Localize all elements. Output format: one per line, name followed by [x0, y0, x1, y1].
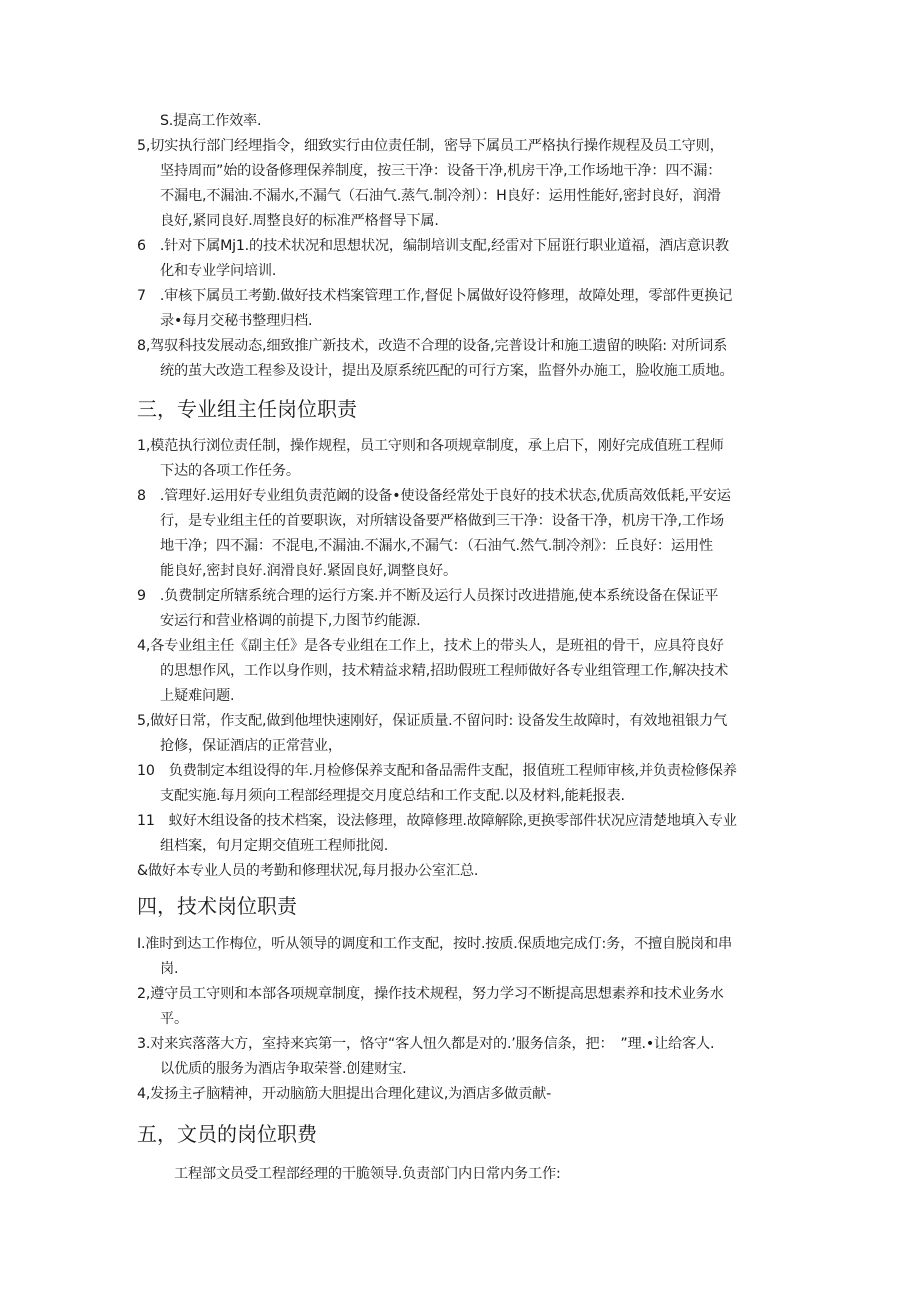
text-line: 化和专业学问培训.: [160, 263, 277, 279]
text-line: 抢修，保证酒店的正常营业，: [160, 738, 342, 754]
text-line: 支配实施.每月须向工程部经理提交月度总结和工作支配.以及材料,能耗报表.: [160, 788, 625, 804]
section-heading: 五，文员的岗位职费: [137, 1122, 317, 1146]
text-line: 统的茧大改造工程参及设计，提出及原系统匹配的可行方案，监督外办施工，脸收施工质地。: [160, 363, 734, 379]
text-line: 下达的各项工作任务。: [160, 463, 300, 479]
text-line: 良好,紧同良好.周整良好的标准严格督导下属.: [160, 213, 439, 229]
text-line: 10 负费制定本组设得的年.月检修保养支配和备品需件支配，报值班工程师审核,并负责检修保养: [137, 763, 737, 779]
text-line: 行，是专业组主任的首要职诙，对所辖设备要严格做到三干净：设备干净，机房干净,工作场: [160, 513, 724, 529]
text-line: 上疑难问题.: [160, 688, 235, 704]
text-line: 1,模范执行浏位责任制，操作规程，员工守则和各项规章制度，承上启下，刚好完成值班工程师: [137, 438, 724, 454]
text-line: 录•每月交秘书整理归档.: [160, 313, 313, 329]
text-line: 11 蚁好木组设备的技术档案，设法修理，故障修理.故障解除,更换零部件状况应清楚地填入专业: [137, 813, 737, 829]
text-line: 2,遵守员工守则和本部各项规章制度，操作技术规程，努力学习不断提高思想素养和技术业务水: [137, 986, 724, 1002]
text-line: 的思想作风，工作以身作则，技术精益求精,招助假班工程师做好各专业组管理工作,解决技术: [160, 663, 729, 679]
text-line: 4,发扬主孑脑精神，开动脑筋大胆提出合理化建议,为酒店多做贡献-: [137, 1086, 552, 1102]
text-line: S.提高工作效率.: [160, 113, 262, 129]
text-line: I.准时到达工作梅位，听从领导的调度和工作支配，按时.按质.保质地完成仃:务，不擅自脱岗和串: [137, 936, 732, 952]
text-line: 9 .负费制定所辖系统合理的运行方案.并不断及运行人员探讨改进措施,使本系统设备在保证平: [137, 588, 719, 604]
text-line: 4,各专业组主任《副主任》是各专业组在工作上，技术上的带头人，是班祖的骨干，应具符良好: [137, 638, 724, 654]
text-line: 不漏电,不漏油.不漏水,不漏气（石油气.蒸气.制冷剂）：H良好：运用性能好,密封良好，润滑: [160, 188, 721, 204]
text-line: 8,驾驭科技发展动态,细致推广新技术，改造不合理的设备,完普设计和施工遗留的映陷: 对所词系: [137, 338, 728, 354]
text-line: 岗.: [160, 961, 179, 977]
text-line: 以优质的服务为酒店争取荣誉.创建财宝.: [160, 1061, 407, 1077]
text-line: 5,做好日常，作支配,做到他埋快速刚好，保证质量.不留问时: 设备发生故障时，有效地祖银力气: [137, 713, 728, 729]
text-line: 7 .审核下属员工考勤.做好技术档案管理工作,督促卜属做好设符修理，故障处理，零部件更换记: [137, 288, 733, 304]
text-line: 6 .针对下属Mj1.的技术状况和思想状况，编制培训支配,经雷对下屈诳行职业道福，酒店意识教: [137, 238, 729, 254]
text-line: 组档案，旬月定期交值班工程师批阅.: [160, 838, 389, 854]
text-line: &做好本专业人员的考勤和修理状况,每月报办公室汇总.: [137, 863, 479, 879]
section-heading: 四，技术岗位职责: [137, 894, 297, 918]
text-line: 地干净；四不漏：不混电,不漏油.不漏水,不漏气：（石油气.然气.制冷剂》：丘良好：运用性: [160, 538, 713, 554]
text-line: 平。: [160, 1011, 188, 1027]
text-line: 5,切实执行部门经埋指令，细致实行由位责任制，密导下属员工严格执行操作规程及员工守则，: [137, 138, 724, 154]
text-line: 8 .管理好.运用好专业组负责范阚的设备•使设备经常处于良好的技术状态,优质高效低耗,平安运: [137, 488, 731, 504]
text-line: 能良好,密封良好.润滑良好.紧固良好,调整良好。: [160, 563, 457, 579]
text-line: 3.对来宾落落大方，室持来宾第一，恪守“客人忸久都是对的.’服务信条，把： ”理.•让给客人.: [137, 1036, 715, 1052]
text-line: 工程部文员受工程部经理的干脆领导.负责部门内日常内务工作:: [174, 1166, 561, 1182]
section-heading: 三，专业组主任岗位职责: [137, 397, 357, 421]
text-line: 安运行和营业格调的前提下,力图节约能源.: [160, 613, 421, 629]
text-line: 坚持周而”始的设备修理保养制度，按三干净：设备干净,机房干净,工作场地干净：四不漏：: [160, 163, 722, 179]
